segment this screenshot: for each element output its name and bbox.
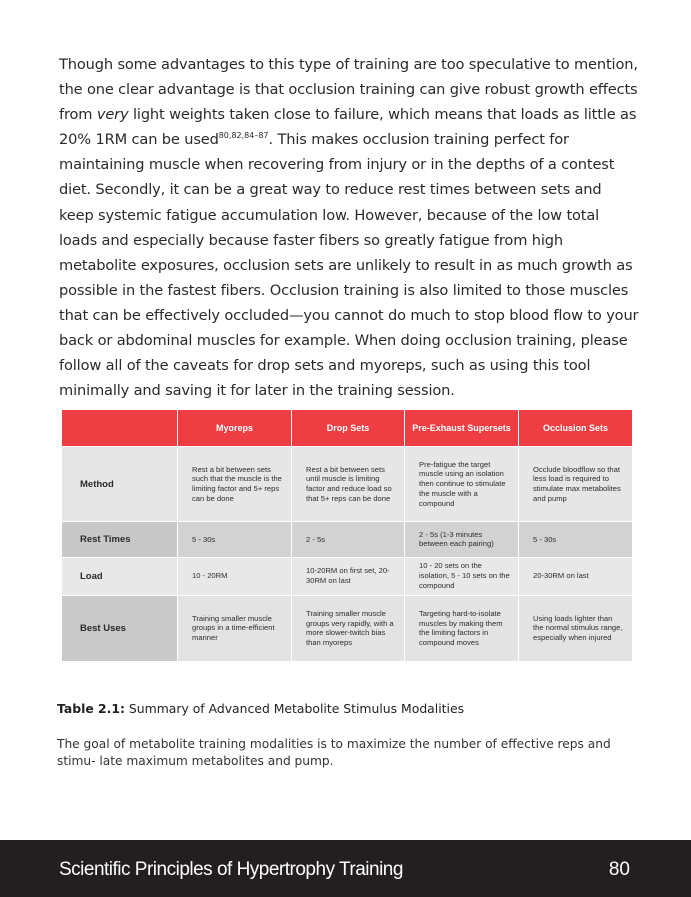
table-cell: 10 - 20 sets on the isolation, 5 - 10 sets on the compound [405,557,519,595]
row-label-load: Load [62,557,178,595]
table-row [62,595,633,661]
body-paragraph [59,52,639,403]
table-cell: 20-30RM on last [519,557,633,595]
row-label-method: Method [62,447,178,522]
column-header-occlusion: Occlusion Sets [519,410,633,447]
table-row [62,522,633,557]
page-number: 80 [608,859,630,880]
page-footer [0,840,691,897]
table-caption-text: Summary of Advanced Metabolite Stimulus Modalities [124,701,465,716]
body-text-part3: . This makes occlusion training perfect for maintaining muscle when recovering from injury or in the depths of a contest diet. Secondly, it can be a great way to reduce rest times between sets and keep systemic fatigue accumulation low. However, because of the low total loads and especially because faster fibers so greatly fatigue from high metabolite exposures, occlusion sets are unlikely to result in as much growth as possible in the fastest fibers. Occlusion training is also limited to those muscles that can be effectively occluded—you cannot do much to stop blood flow to your back or abdominal muscles for example. When doing occlusion training, please follow all of the caveats for drop sets and myoreps, such as using this tool minimally and saving it for later in the training session. [59,131,639,400]
table-cell: 10 - 20RM [178,557,292,595]
table-cell: 2 - 5s [292,522,405,557]
table-cell: Rest a bit between sets until muscle is limiting factor and reduce load so that 5+ reps can be done [292,447,405,522]
table-cell: Using loads lighter than the normal stimulus range, especially when injured [519,595,633,661]
table-cell: Rest a bit between sets such that the muscle is the limiting factor and 5+ reps can be done [178,447,292,522]
table-row [62,447,633,522]
body-text-part2: light weights taken close to failure, which means that loads as little as 20% 1RM can be used [59,106,637,149]
column-header-myoreps: Myoreps [178,410,292,447]
table-cell: Training smaller muscle groups in a time-efficient manner [178,595,292,661]
citation-superscript: 80,82,84–87 [218,131,269,141]
column-header-pre-exhaust: Pre-Exhaust Supersets [405,410,519,447]
row-label-rest-times: Rest Times [62,522,178,557]
caption-note: The goal of metabolite training modalities is to maximize the number of effective reps and stimu- late maximum metabolites and pump. [57,737,611,768]
table-header-row [62,410,633,447]
column-header-drop-sets: Drop Sets [292,410,405,447]
table-caption-label: Table 2.1: [57,701,125,716]
table-cell: Pre-fatigue the target muscle using an isolation then continue to stimulate the muscle with a compound [405,447,519,522]
table-corner-cell [62,410,178,447]
table-caption [57,701,464,716]
table-row [62,557,633,595]
table-cell: Training smaller muscle groups very rapidly, with a more slower-twitch bias than myoreps [292,595,405,661]
table-cell: Targeting hard-to-isolate muscles by making them the limiting factors in compound moves [405,595,519,661]
table-cell: Occlude bloodflow so that less load is required to stimulate max metabolites and pump [519,447,633,522]
table-cell: 2 - 5s (1-3 minutes between each pairing) [405,522,519,557]
table-cell: 5 - 30s [519,522,633,557]
row-label-best-uses: Best Uses [62,595,178,661]
table-cell: 5 - 30s [178,522,292,557]
summary-table-wrapper [61,409,633,662]
footer-book-title: Scientific Principles of Hypertrophy Training [59,859,403,880]
body-text-emphasis: very [96,106,129,124]
summary-table [61,409,633,662]
table-cell: 10-20RM on first set, 20-30RM on last [292,557,405,595]
body-text-part1: Though some advantages to this type of training are too speculative to mention, the one clear advantage is that occlusion training can give robust growth effects from [59,56,638,124]
